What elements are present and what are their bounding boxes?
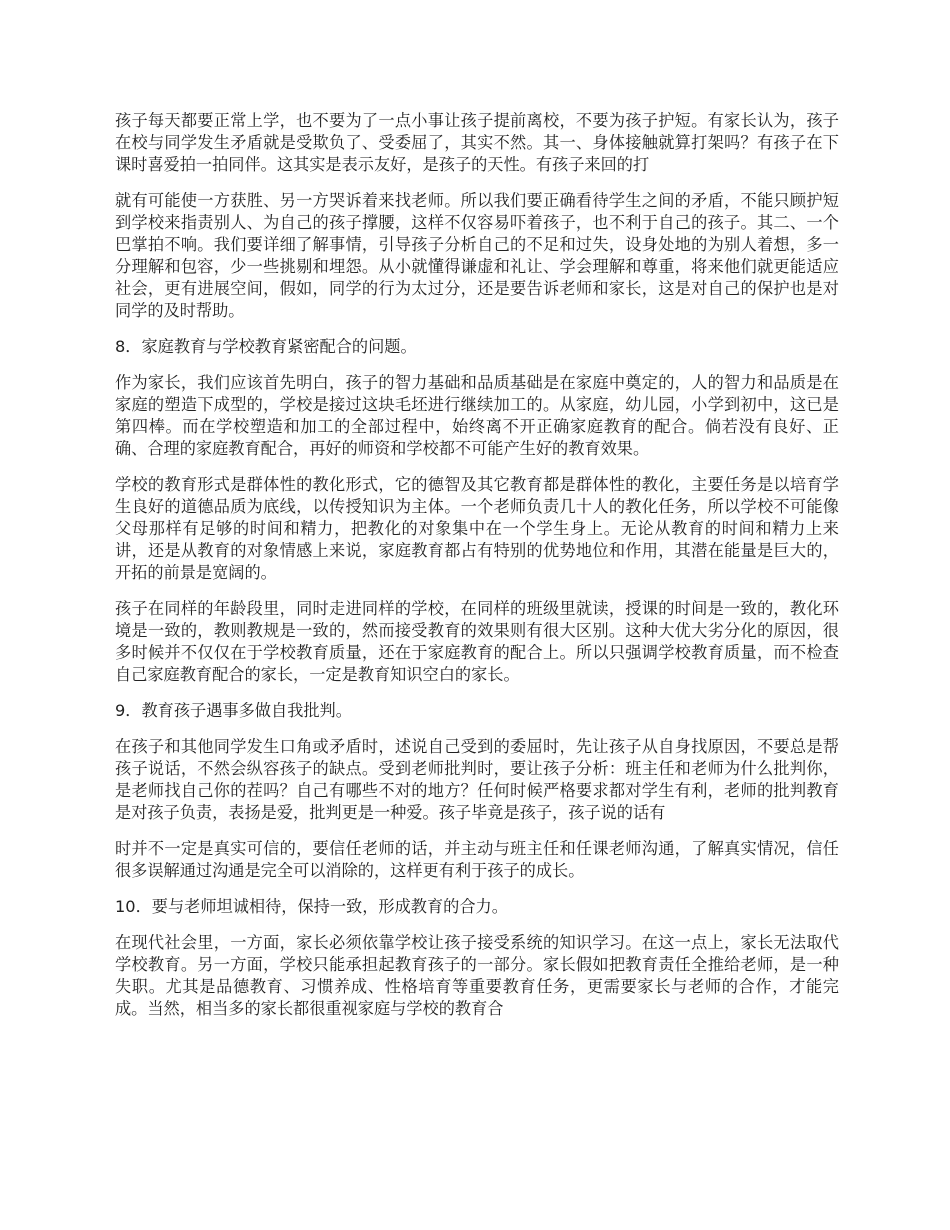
paragraph-6: 在孩子和其他同学发生口角或矛盾时，述说自己受到的委屈时，先让孩子从自身找原因，不要总是帮孩子说话，不然会纵容孩子的缺点。受到老师批判时，要让孩子分析：班主任和老师为什么批判你，是老师找自己你的茬吗？自己有哪些不对的地方？任何时候严格要求都对学生有利，老师的批判教育是对孩子负责，表扬是爱，批判更是一种爱。孩子毕竟是孩子，孩子说的话有 bbox=[115, 737, 839, 822]
paragraph-2: 就有可能使一方获胜、另一方哭诉着来找老师。所以我们要正确看待学生之间的矛盾，不能只顾护短到学校来指责别人、为自己的孩子撑腰，这样不仅容易吓着孩子，也不利于自己的孩子。其二、一个巴掌拍不响。我们要详细了解事情，引导孩子分析自己的不足和过失，设身处地的为别人着想，多一分理解和包容，少一些挑剔和埋怨。从小就懂得谦虚和礼让、学会理解和尊重，将来他们就更能适应社会，更有进展空间，假如，同学的行为太过分，还是要告诉老师和家长，这是对自己的保护也是对同学的及时帮助。 bbox=[115, 191, 839, 320]
section-heading-8: 8．家庭教育与学校教育紧密配合的问题。 bbox=[115, 337, 417, 356]
paragraph-5: 孩子在同样的年龄段里，同时走进同样的学校，在同样的班级里就读，授课的时间是一致的，教化环境是一致的，教则教规是一致的，然而接受教育的效果则有很大区别。这种大优大劣分化的原因，很多时候并不仅仅在于学校教育质量，还在于家庭教育的配合上。所以只强调学校教育质量，而不检查自己家庭教育配合的家长，一定是教育知识空白的家长。 bbox=[115, 599, 839, 684]
section-heading-9: 9．教育孩子遇事多做自我批判。 bbox=[115, 701, 352, 720]
paragraph-7: 时并不一定是真实可信的，要信任老师的话，并主动与班主任和任课老师沟通，了解真实情况，信任很多误解通过沟通是完全可以消除的，这样更有利于孩子的成长。 bbox=[115, 839, 839, 880]
document-body bbox=[115, 110, 839, 1034]
paragraph-8: 在现代社会里，一方面，家长必须依靠学校让孩子接受系统的知识学习。在这一点上，家长无法取代学校教育。另一方面，学校只能承担起教育孩子的一部分。家长假如把教育责任全推给老师，是一种失职。尤其是品德教育、习惯养成、性格培育等重要教育任务，更需要家长与老师的合作，才能完成。当然，相当多的家长都很重视家庭与学校的教育合 bbox=[115, 933, 839, 1018]
paragraph-4: 学校的教育形式是群体性的教化形式，它的德智及其它教育都是群体性的教化，主要任务是以培育学生良好的道德品质为底线，以传授知识为主体。一个老师负责几十人的教化任务，所以学校不可能像父母那样有足够的时间和精力，把教化的对象集中在一个学生身上。无论从教育的时间和精力上来讲，还是从教育的对象情感上来说，家庭教育都占有特别的优势地位和作用，其潜在能量是巨大的，开拓的前景是宽阔的。 bbox=[115, 475, 839, 582]
paragraph-1: 孩子每天都要正常上学，也不要为了一点小事让孩子提前离校，不要为孩子护短。有家长认为，孩子在校与同学发生矛盾就是受欺负了、受委屈了，其实不然。其一、身体接触就算打架吗？有孩子在下课时喜爱拍一拍同伴。这其实是表示友好，是孩子的天性。有孩子来回的打 bbox=[115, 111, 839, 174]
paragraph-3: 作为家长，我们应该首先明白，孩子的智力基础和品质基础是在家庭中奠定的，人的智力和品质是在家庭的塑造下成型的，学校是接过这块毛坯进行继续加工的。从家庭，幼儿园，小学到初中，这已是第四棒。而在学校塑造和加工的全部过程中，始终离不开正确家庭教育的配合。倘若没有良好、正确、合理的家庭教育配合，再好的师资和学校都不可能产生好的教育效果。 bbox=[115, 373, 839, 458]
section-heading-10: 10．要与老师坦诚相待，保持一致，形成教育的合力。 bbox=[115, 897, 508, 916]
